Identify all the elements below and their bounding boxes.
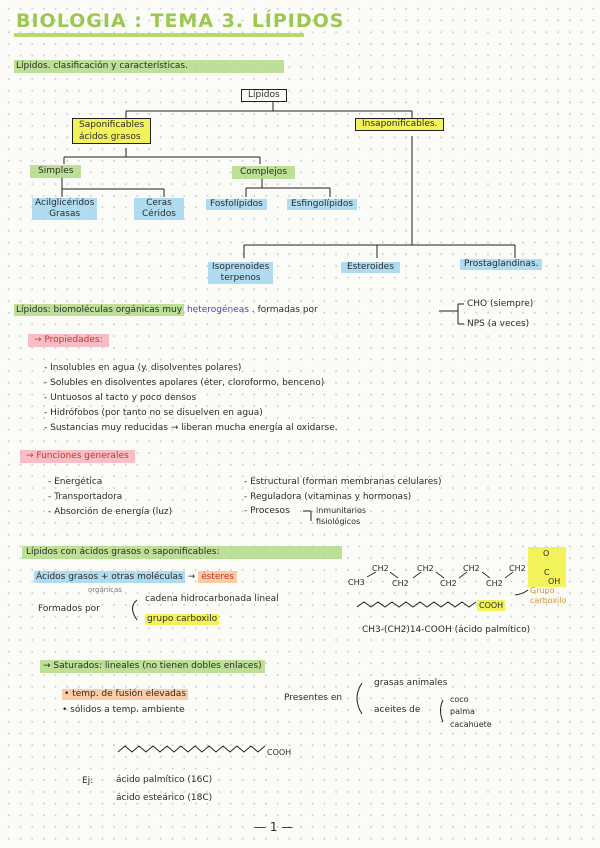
page-number: — 1 — xyxy=(254,820,294,834)
tree-node-isoprenoides xyxy=(208,262,273,284)
propiedad-item: - Insolubles en agua (y. disolventes polares) xyxy=(44,363,242,373)
oil-item: cacahuete xyxy=(450,720,492,729)
grasas-animales: grasas animales xyxy=(374,678,448,688)
procesos-fisiologicos: fisiológicos xyxy=(316,517,361,526)
saturados-item: • sólidos a temp. ambiente xyxy=(62,705,185,715)
palmitic-chain xyxy=(357,602,476,607)
definition-cho: CHO (siempre) xyxy=(467,299,534,309)
saturados-heading: → Saturados: lineales (no tienen dobles enlaces) xyxy=(40,660,265,673)
tree-root-lipidos: Lípidos xyxy=(241,89,287,102)
chem-ch2: CH2 xyxy=(417,564,434,573)
funcion-left-item: - Absorción de energía (luz) xyxy=(48,507,173,517)
oil-item: coco xyxy=(450,695,469,704)
tree-node-acilgliceridos xyxy=(32,198,97,220)
saponificables-label: Saponificables xyxy=(79,120,145,130)
oil-item: palma xyxy=(450,707,475,716)
formados-cadena: cadena hidrocarbonada lineal xyxy=(145,594,279,604)
grasas-label: Grasas xyxy=(49,209,81,219)
isoprenoides-label: Isoprenoides xyxy=(212,262,270,272)
chain-cooh: COOH xyxy=(479,601,504,610)
saponificables-sublabel: ácidos grasos xyxy=(79,132,141,142)
chem-ch2: CH2 xyxy=(486,579,503,588)
aceites-de: aceites de xyxy=(374,705,421,715)
tree-node-prostaglandinas: Prostaglandinas. xyxy=(460,259,542,270)
funcion-left-item: - Transportadora xyxy=(48,492,123,502)
tree-node-esteroides: Esteroides xyxy=(341,262,400,273)
carboxilo-label: carboxilo xyxy=(530,596,567,605)
saturados-item: • temp. de fusión elevadas xyxy=(64,689,187,699)
funcion-right-item: - Reguladora (vitaminas y hormonas) xyxy=(244,492,412,502)
definition-nps: NPS (a veces) xyxy=(467,319,530,329)
definition-heterogeneas: heterogéneas xyxy=(186,305,249,315)
chem-ch2: CH2 xyxy=(509,564,526,573)
tree-node-insaponificables: Insaponificables. xyxy=(355,118,444,131)
definition-line xyxy=(14,305,318,316)
chem-ch2: CH2 xyxy=(372,564,389,573)
propiedad-item: - Sustancias muy reducidas → liberan mucha energía al oxidarse. xyxy=(44,423,338,433)
definition-text-a: Lípidos: biomoléculas orgánicas muy xyxy=(16,305,183,315)
ejemplo-item: ácido esteárico (18C) xyxy=(116,793,213,803)
palmitic-formula: CH3-(CH2)14-COOH (ácido palmítico) xyxy=(362,625,531,635)
propiedad-item: - Solubles en disolventes apolares (éter, cloroformo, benceno) xyxy=(44,378,325,388)
funciones-heading: → Funciones generales xyxy=(20,450,135,463)
ejemplo-item: ácido palmítico (16C) xyxy=(116,775,213,785)
funcion-right-item: - Procesos xyxy=(244,506,290,516)
acidos-organicas: orgánicas xyxy=(88,586,122,594)
formados-grupo-carboxilo: grupo carboxilo xyxy=(147,614,218,624)
saturated-chain xyxy=(118,746,265,752)
ejemplo-label: Ej: xyxy=(82,776,94,786)
definition-text-c: . formadas por xyxy=(251,305,318,315)
chem-ch2: CH2 xyxy=(463,564,480,573)
procesos-inmunitarios: inmunitarios xyxy=(316,506,367,515)
presentes-en: Presentes en xyxy=(284,693,343,703)
funcion-right-item: - Estructural (forman membranas celulares) xyxy=(244,477,442,487)
tree-node-complejos: Complejos xyxy=(232,166,295,179)
page-title: BIOLOGIA : TEMA 3. LÍPIDOS xyxy=(16,10,345,32)
propiedades-heading: → Propiedades: xyxy=(28,334,109,347)
saturated-cooh: COOH xyxy=(267,748,292,757)
terpenos-label: terpenos xyxy=(220,273,261,283)
tree-node-simples: Simples xyxy=(30,165,81,178)
chem-ch2: CH2 xyxy=(440,579,457,588)
acilgliceridos-label: Acilglicéridos xyxy=(35,198,95,208)
grupo-label: Grupo xyxy=(530,586,555,595)
tree-node-ceras xyxy=(134,198,184,220)
funcion-left-item: - Energética xyxy=(48,477,103,487)
chem-oh: OH xyxy=(548,577,561,586)
acidos-grasos-text: Ácidos grasos + otras moléculas xyxy=(36,572,183,582)
tree-node-esfingolipidos: Esfingolípidos xyxy=(287,199,357,210)
esteres-text: ésteres xyxy=(198,571,237,583)
formados-por: Formados por xyxy=(38,604,100,614)
chem-ch2: CH2 xyxy=(392,579,409,588)
tree-node-saponificables xyxy=(72,118,151,144)
propiedad-item: - Hidrófobos (por tanto no se disuelven en agua) xyxy=(44,408,263,418)
ceridos-label: Céridos xyxy=(142,209,176,219)
acidos-arrow: → xyxy=(187,572,196,582)
ceras-label: Ceras xyxy=(146,198,172,208)
grupo-carboxilo-label xyxy=(530,586,566,606)
chem-ch3: CH3 xyxy=(348,578,365,587)
tree-node-fosfolipidos: Fosfolípidos xyxy=(206,199,267,210)
chem-o: O xyxy=(543,549,550,558)
section-heading-classification: Lípidos. clasificación y características. xyxy=(14,60,284,73)
propiedad-item: - Untuosos al tacto y poco densos xyxy=(44,393,197,403)
section-heading-saponificables: Lípidos con ácidos grasos o saponificables: xyxy=(22,546,342,559)
chem-c: C xyxy=(544,568,550,577)
acidos-line xyxy=(34,572,237,583)
